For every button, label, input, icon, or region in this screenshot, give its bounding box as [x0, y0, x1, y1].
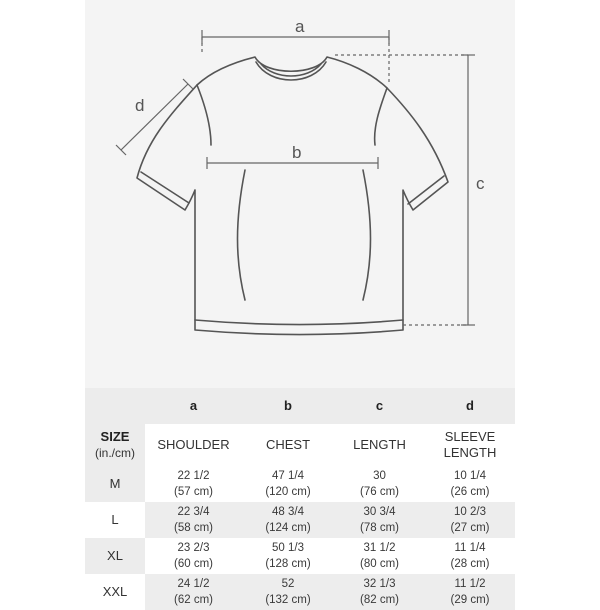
measure-cell	[425, 538, 515, 574]
inch-value: 11 1/4	[454, 542, 486, 554]
column-name	[145, 424, 242, 466]
header-letter: c	[334, 388, 425, 424]
measure-cell	[334, 466, 425, 502]
dimension-label-a: a	[295, 17, 305, 36]
table-header-names	[85, 424, 515, 466]
inch-value: 10 1/4	[454, 470, 486, 482]
size-header-unit: (in./cm)	[95, 446, 135, 460]
size-label: XXL	[85, 574, 145, 610]
column-name-line1: SHOULDER	[157, 437, 230, 452]
inch-value: 22 1/2	[177, 470, 210, 482]
table-row	[85, 502, 515, 538]
header-empty-cell	[85, 388, 145, 424]
size-label: L	[85, 502, 145, 538]
header-letter: b	[242, 388, 334, 424]
tshirt-diagram	[85, 0, 515, 388]
cm-value: (120 cm)	[265, 486, 311, 498]
inch-value: 32 1/3	[363, 578, 396, 590]
cm-value: (62 cm)	[174, 594, 213, 606]
header-letter: d	[425, 388, 515, 424]
cm-value: (80 cm)	[360, 558, 399, 570]
cm-value: (27 cm)	[450, 522, 490, 534]
measure-cell	[145, 502, 242, 538]
inch-value: 30	[373, 470, 386, 482]
table-row	[85, 466, 515, 502]
cm-value: (57 cm)	[174, 486, 213, 498]
size-label: M	[85, 466, 145, 502]
cm-value: (28 cm)	[450, 558, 490, 570]
size-header	[85, 424, 145, 466]
size-header-word: SIZE	[100, 429, 130, 444]
inch-value: 23 2/3	[177, 542, 210, 554]
cm-value: (132 cm)	[265, 594, 311, 606]
measure-cell	[334, 538, 425, 574]
cm-value: (124 cm)	[265, 522, 311, 534]
column-name-line1: SLEEVE	[444, 429, 496, 444]
inch-value: 47 1/4	[272, 470, 304, 482]
measure-cell	[242, 538, 334, 574]
inch-value: 22 3/4	[177, 506, 210, 518]
header-letter: a	[145, 388, 242, 424]
measure-cell	[334, 574, 425, 610]
cm-value: (78 cm)	[360, 522, 399, 534]
inch-value: 11 1/2	[454, 578, 486, 590]
cm-value: (26 cm)	[450, 486, 490, 498]
inch-value: 50 1/3	[272, 542, 304, 554]
measure-cell	[242, 574, 334, 610]
inch-value: 10 2/3	[454, 506, 486, 518]
cm-value: (76 cm)	[360, 486, 399, 498]
column-name-line1: CHEST	[265, 437, 311, 452]
size-table	[85, 388, 515, 610]
inch-value: 31 1/2	[363, 542, 396, 554]
measure-cell	[242, 466, 334, 502]
cm-value: (60 cm)	[174, 558, 213, 570]
inch-value: 48 3/4	[272, 506, 304, 518]
measure-cell	[425, 466, 515, 502]
measure-cell	[242, 502, 334, 538]
column-name	[334, 424, 425, 466]
column-name	[425, 424, 515, 466]
dimension-label-c: c	[476, 174, 485, 193]
column-name	[242, 424, 334, 466]
dimension-label-b: b	[292, 143, 302, 162]
table-header-letters	[85, 388, 515, 424]
measure-cell	[145, 574, 242, 610]
measure-cell	[145, 538, 242, 574]
cm-value: (29 cm)	[450, 594, 490, 606]
measure-cell	[425, 502, 515, 538]
dimension-label-d: d	[135, 96, 145, 115]
column-name-line1: LENGTH	[353, 437, 406, 452]
cm-value: (128 cm)	[265, 558, 311, 570]
inch-value: 52	[281, 578, 295, 590]
inch-value: 30 3/4	[363, 506, 396, 518]
column-name-line2: LENGTH	[443, 445, 497, 460]
tshirt-outline-icon	[85, 0, 515, 388]
measure-cell	[425, 574, 515, 610]
measure-cell	[145, 466, 242, 502]
cm-value: (82 cm)	[360, 594, 399, 606]
measure-cell	[334, 502, 425, 538]
table-row	[85, 574, 515, 610]
inch-value: 24 1/2	[177, 578, 210, 590]
size-label: XL	[85, 538, 145, 574]
table-row	[85, 538, 515, 574]
cm-value: (58 cm)	[174, 522, 213, 534]
